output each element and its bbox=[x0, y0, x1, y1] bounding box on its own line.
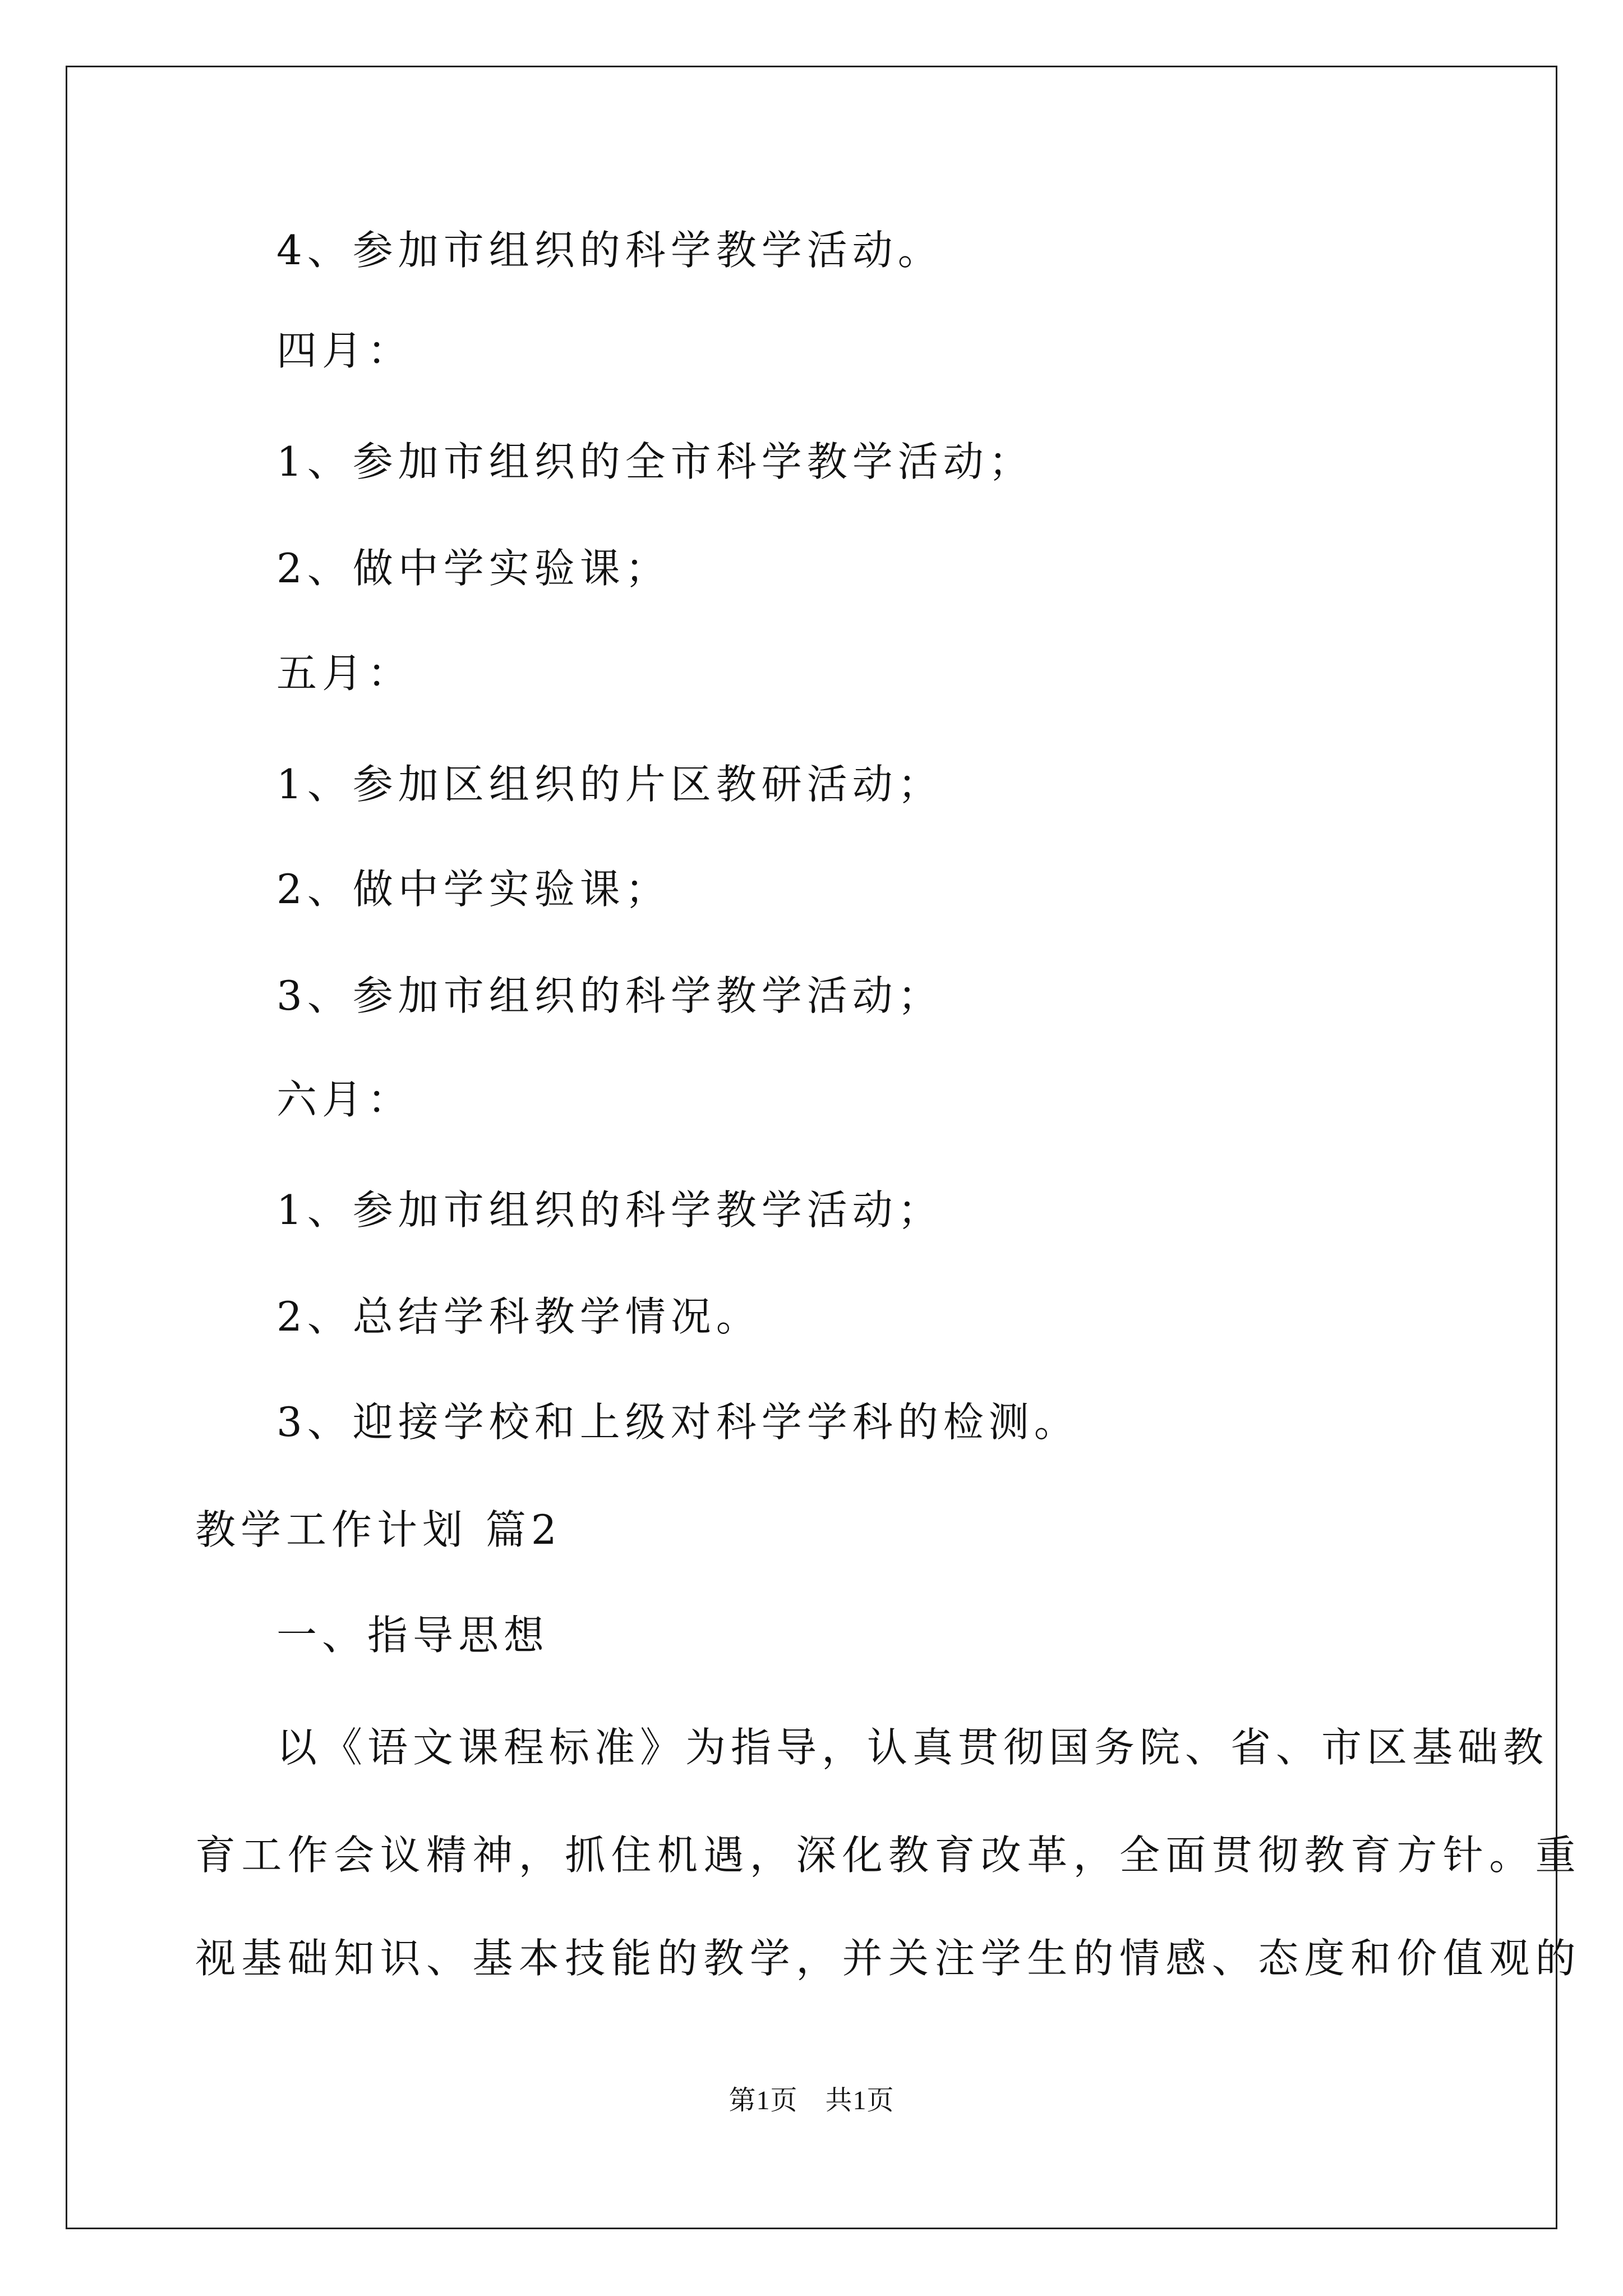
month-heading: 五月： bbox=[276, 650, 413, 697]
body-line: 2、总结学科教学情况。 bbox=[276, 1293, 762, 1340]
body-line: 2、做中学实验课； bbox=[276, 545, 671, 592]
page-border bbox=[66, 66, 1557, 2229]
subsection-heading: 一、指导思想 bbox=[276, 1612, 550, 1659]
paragraph-line: 育工作会议精神，抓住机遇，深化教育改革，全面贯彻教育方针。重 bbox=[195, 1832, 1582, 1879]
month-heading: 六月： bbox=[276, 1076, 413, 1123]
paragraph-line: 视基础知识、基本技能的教学，并关注学生的情感、态度和价值观的 bbox=[195, 1935, 1582, 1982]
body-line: 2、做中学实验课； bbox=[276, 866, 671, 913]
body-line: 3、参加市组织的科学教学活动； bbox=[276, 972, 943, 1019]
body-line: 1、参加区组织的片区教研活动； bbox=[276, 761, 943, 808]
body-line: 4、参加市组织的科学教学活动。 bbox=[276, 227, 943, 274]
body-line: 3、迎接学校和上级对科学学科的检测。 bbox=[276, 1398, 1080, 1446]
paragraph-line: 以《语文课程标准》为指导，认真贯彻国务院、省、市区基础教 bbox=[276, 1724, 1549, 1771]
page-number-footer: 第1页 共1页 bbox=[728, 2086, 895, 2115]
body-line: 1、参加市组织的科学教学活动； bbox=[276, 1186, 943, 1234]
section-heading: 教学工作计划 篇2 bbox=[195, 1506, 562, 1553]
month-heading: 四月： bbox=[276, 327, 413, 374]
body-line: 1、参加市组织的全市科学教学活动； bbox=[276, 438, 1034, 485]
